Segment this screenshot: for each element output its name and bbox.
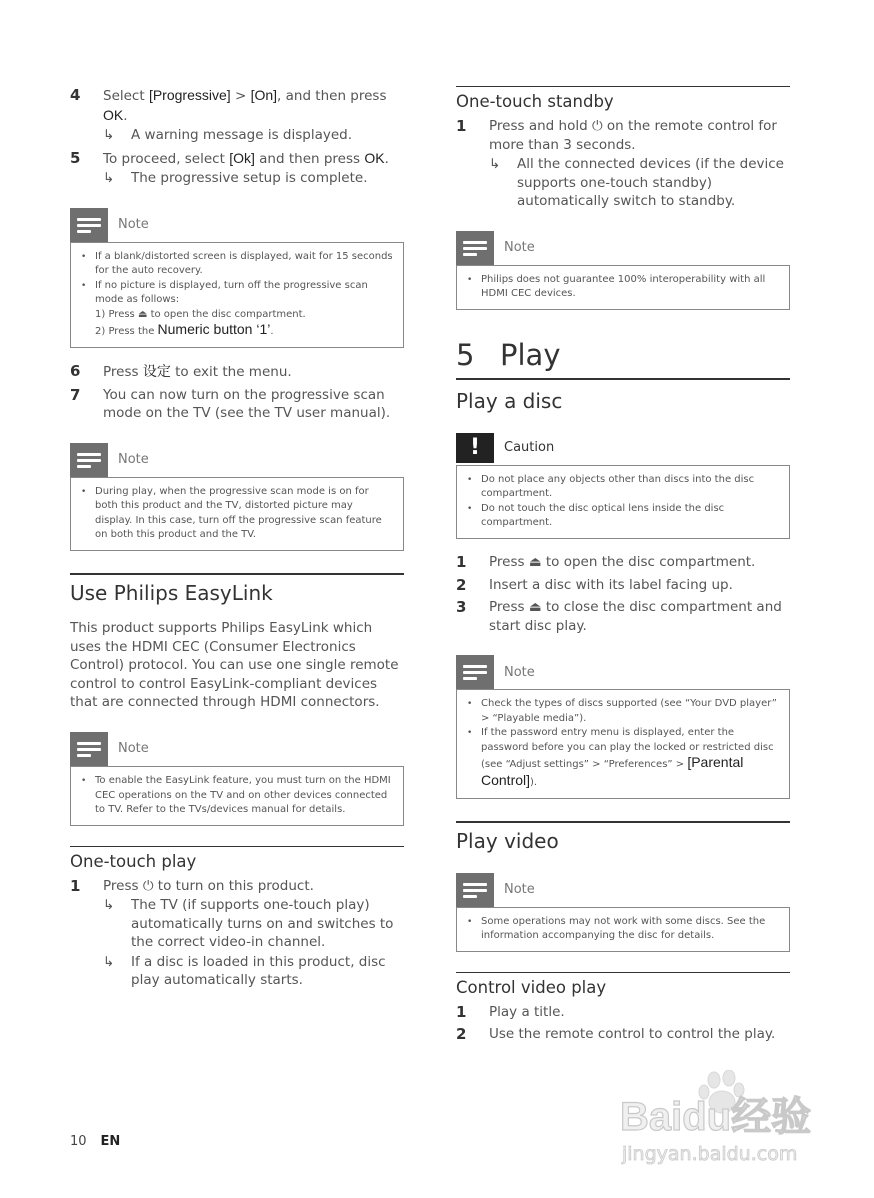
- bullet-text: [95, 485, 393, 543]
- step-number: 1: [456, 1002, 467, 1021]
- note-header: [456, 231, 790, 265]
- text-run: to turn on this product.: [153, 877, 314, 894]
- step-result: [103, 896, 404, 952]
- note-block: [456, 231, 790, 310]
- note-operations: [456, 873, 790, 952]
- step-number: 7: [70, 385, 81, 404]
- step-instruction: [489, 598, 790, 635]
- note-header: [456, 873, 790, 907]
- bullet-item: [81, 250, 393, 279]
- text-run: Press: [103, 364, 143, 381]
- note-title: Note: [118, 741, 149, 757]
- left-column: [70, 86, 404, 994]
- key-label: [On]: [250, 87, 278, 103]
- bullet-text: [95, 279, 393, 340]
- note-block: [70, 443, 404, 551]
- step-instruction: [103, 149, 404, 169]
- note-icon: [456, 655, 494, 689]
- key-label: OK: [364, 149, 385, 166]
- note-header: [70, 443, 404, 477]
- step-item: [456, 1025, 790, 1044]
- eject-icon: ⏏: [137, 308, 148, 320]
- bullet-icon: •: [467, 274, 473, 285]
- note-icon: [70, 732, 108, 766]
- step-item: [456, 117, 790, 211]
- step-text: [103, 362, 404, 382]
- text-run: to open the disc compartment.: [147, 308, 306, 320]
- note-body: [456, 907, 790, 952]
- text-run: If a blank/distorted screen is displayed, wait for 15 seconds for the auto recovery.: [95, 250, 393, 277]
- step-instruction: [489, 117, 790, 154]
- bullet-icon: •: [81, 280, 87, 291]
- text-run: to open the disc compartment.: [541, 554, 756, 571]
- step-number: 5: [70, 148, 81, 167]
- step-number: 1: [456, 553, 467, 572]
- power-icon: ⏻: [142, 877, 154, 894]
- note-header: [70, 208, 404, 242]
- text-run: .: [384, 150, 389, 167]
- step-item: [456, 1003, 790, 1022]
- bullet-item: [467, 473, 779, 502]
- note-block: [70, 208, 404, 349]
- step-text: [489, 117, 790, 211]
- step-number: 2: [456, 1025, 467, 1044]
- text-run: .: [123, 107, 128, 124]
- step-result-text: The TV (if supports one-touch play) automatically turns on and switches to the correct video-in channel.: [131, 897, 394, 951]
- section-heading-play-disc: Play a disc: [456, 388, 563, 413]
- watermark: [618, 1070, 828, 1168]
- text-run: >: [230, 88, 251, 104]
- bullet-icon: •: [467, 699, 473, 710]
- text-run: During play, when the progressive scan mode is on for both this product and the TV, distorted picture may display. In this case, turn off the progressive scan feature on both this product and the TV.: [95, 485, 382, 541]
- text-run: to exit the menu.: [170, 364, 292, 381]
- step-text: [489, 576, 790, 595]
- watermark-brand: Baidu经验: [620, 1095, 812, 1139]
- note-body: [456, 689, 790, 799]
- bullet-icon: •: [467, 916, 473, 927]
- step-instruction: [489, 553, 790, 572]
- bullet-item: [467, 502, 779, 531]
- step-text: [103, 149, 404, 188]
- text-run: Use the remote control to control the play.: [489, 1026, 776, 1043]
- note-icon: [70, 208, 108, 242]
- step-result-text: The progressive setup is complete.: [131, 170, 368, 186]
- step-instruction: [103, 877, 404, 896]
- note-title: Note: [504, 882, 535, 898]
- text-run: Insert a disc with its label facing up.: [489, 576, 733, 593]
- bullet-icon: •: [81, 486, 87, 497]
- note-title: Note: [118, 452, 149, 468]
- step-instruction: [489, 1003, 790, 1022]
- text-run: Play a title.: [489, 1003, 565, 1020]
- key-label: [Ok]: [229, 149, 255, 166]
- bullet-item: [467, 273, 779, 302]
- caution-disc: [456, 431, 790, 539]
- note-progressive-warning: [70, 443, 404, 551]
- result-arrow-icon: ↳: [103, 170, 115, 186]
- bullet-icon: •: [467, 728, 473, 739]
- key-label: 设定: [142, 363, 171, 380]
- chapter-title: Play: [500, 337, 561, 372]
- note-hdmi-cec: [456, 231, 790, 310]
- result-arrow-icon: ↳: [103, 953, 115, 970]
- text-run: Do not place any objects other than discs into the disc compartment.: [481, 473, 755, 500]
- easylink-paragraph: This product supports Philips EasyLink which uses the HDMI CEC (Consumer Electronics Control) protocol. You can use one single remote control to control EasyLink-compliant devices that are connected through HDMI connectors.: [70, 619, 399, 711]
- key-label: Numeric button ‘1’: [157, 321, 271, 338]
- step-item: [456, 598, 790, 635]
- step-text: [489, 553, 790, 572]
- step-text: [489, 1025, 790, 1044]
- text-run: to close the disc compartment and start disc play.: [489, 599, 782, 634]
- bullet-item: [81, 485, 393, 543]
- note-icon: [70, 443, 108, 477]
- text-run: To proceed, select: [103, 150, 230, 167]
- step-text: [489, 598, 790, 635]
- caution-title: Caution: [504, 440, 555, 456]
- note-body: [70, 242, 404, 349]
- note-block: [456, 655, 790, 799]
- note-disc-types: [456, 655, 790, 799]
- text-run: Press: [103, 877, 143, 894]
- key-label: [Progressive]: [148, 87, 231, 103]
- step-number: 1: [456, 117, 467, 135]
- text-run: on the remote control for more than 3 seconds.: [489, 118, 777, 153]
- step-number: 6: [70, 362, 81, 381]
- note-block: [70, 732, 404, 826]
- text-run: Check the types of discs supported (see “Your DVD player” > “Playable media”).: [481, 698, 777, 724]
- text-run: Philips does not guarantee 100% interoperability with all HDMI CEC devices.: [481, 273, 766, 300]
- text-run: Select: [103, 88, 149, 104]
- step-number: 2: [456, 575, 467, 594]
- note-title: Note: [504, 664, 535, 680]
- step-text: [489, 1003, 790, 1022]
- steps-list: [456, 553, 790, 635]
- chapter-number: 5: [456, 337, 475, 372]
- language-code: EN: [100, 1134, 121, 1149]
- step-instruction: [103, 362, 404, 382]
- key-label: OK: [103, 106, 124, 123]
- steps-list: [456, 117, 790, 211]
- bullet-item: [81, 774, 393, 818]
- bullet-text: [95, 250, 393, 279]
- power-icon: ⏻: [591, 118, 603, 134]
- step-result-text: All the connected devices (if the device supports one-touch standby) automatically switch to standby.: [517, 156, 784, 209]
- section-heading-play-video: Play video: [456, 821, 790, 853]
- step-item: [456, 553, 790, 572]
- step-number: 4: [70, 86, 81, 104]
- step-item: [456, 576, 790, 595]
- step-item: [70, 386, 404, 423]
- note-body: [70, 766, 404, 826]
- bullet-text: [481, 273, 779, 302]
- step-instruction: [489, 1025, 790, 1044]
- bullet-text: [481, 726, 779, 790]
- text-run: Press: [489, 554, 529, 571]
- bullet-item: [467, 915, 779, 944]
- steps-list: [70, 86, 404, 188]
- text-run: and then press: [254, 150, 365, 167]
- note-header: [456, 655, 790, 689]
- text-run: Some operations may not work with some discs. See the information accompanying the disc for details.: [481, 915, 766, 942]
- bullet-icon: •: [81, 251, 87, 262]
- result-arrow-icon: ↳: [103, 127, 115, 143]
- key-label: [Parental Control]: [481, 754, 744, 789]
- step-instruction: [103, 86, 404, 125]
- note-title: Note: [504, 240, 535, 255]
- eject-icon: ⏏: [528, 554, 542, 571]
- caution-body: [456, 465, 790, 539]
- text-run: If no picture is displayed, turn off the progressive scan mode as follows:: [95, 279, 368, 306]
- subheading-one-touch-standby: One-touch standby: [456, 86, 790, 111]
- bullet-text: [481, 697, 779, 726]
- text-run: Do not touch the disc optical lens inside the disc compartment.: [481, 502, 725, 529]
- bullet-icon: •: [467, 503, 473, 514]
- eject-icon: ⏏: [528, 599, 542, 616]
- bullet-text: [481, 502, 779, 531]
- chapter-heading: [456, 338, 790, 380]
- note-icon: [456, 231, 494, 265]
- bullet-text: [481, 915, 779, 944]
- section-heading-easylink: Use Philips EasyLink: [70, 573, 404, 605]
- caution-header: [456, 431, 790, 465]
- text-run: To enable the EasyLink feature, you must turn on the HDMI CEC operations on the TV and on other devices connected to TV. Refer to the TVs/devices manual for details.: [95, 774, 391, 816]
- text-run: Press: [489, 599, 529, 616]
- step-item: [70, 86, 404, 145]
- text-run: Press and hold: [489, 118, 592, 134]
- subheading-one-touch-play: One-touch play: [70, 846, 404, 871]
- note-block: [456, 873, 790, 952]
- bullet-icon: •: [81, 775, 87, 786]
- step-text: [103, 86, 404, 145]
- text-run: If the password entry menu is displayed, enter the password before you can play the locked or restricted disc (see “Adjust settings” > “Preferences” >: [481, 727, 774, 771]
- result-arrow-icon: ↳: [489, 156, 501, 172]
- step-item: [70, 149, 404, 188]
- step-item: [70, 877, 404, 990]
- bullet-item: [81, 279, 393, 340]
- note-icon: [456, 873, 494, 907]
- step-number: 3: [456, 598, 467, 617]
- caution-icon: !: [456, 433, 494, 463]
- step-result: [103, 953, 404, 990]
- bullet-icon: •: [467, 474, 473, 485]
- note-header: [70, 732, 404, 766]
- note-progressive: [70, 208, 404, 349]
- watermark-url: jingyan.baidu.com: [622, 1143, 798, 1165]
- note-body: [456, 265, 790, 310]
- right-column: [456, 86, 790, 1048]
- bullet-text: [95, 774, 393, 818]
- step-result-text: If a disc is loaded in this product, disc play automatically starts.: [131, 953, 386, 989]
- text-run: ).: [530, 777, 538, 789]
- note-body: [70, 477, 404, 551]
- bullet-text: [481, 473, 779, 502]
- steps-list: [70, 877, 404, 990]
- step-text: [103, 386, 404, 423]
- step-result-text: A warning message is displayed.: [131, 127, 353, 143]
- page-number: 10: [70, 1134, 87, 1149]
- step-result: [103, 126, 404, 145]
- step-result: [489, 155, 790, 211]
- subheading-control-video-play: Control video play: [456, 972, 790, 997]
- steps-list: [456, 1003, 790, 1044]
- text-run: , and then press: [277, 88, 387, 104]
- steps-list: [70, 362, 404, 423]
- bullet-item: [467, 726, 779, 790]
- text-run: 2) Press the: [95, 326, 158, 338]
- page-footer: [70, 1134, 120, 1149]
- step-result: [103, 169, 404, 188]
- step-instruction: [489, 576, 790, 595]
- result-arrow-icon: ↳: [103, 897, 115, 914]
- step-instruction: [103, 386, 404, 423]
- note-easylink: [70, 732, 404, 826]
- caution-block: [456, 431, 790, 539]
- text-run: 1) Press: [95, 308, 138, 320]
- step-number: 1: [70, 876, 81, 895]
- text-run: You can now turn on the progressive scan mode on the TV (see the TV user manual).: [103, 386, 391, 422]
- step-text: [103, 877, 404, 990]
- bullet-item: [467, 697, 779, 726]
- step-item: [70, 362, 404, 382]
- note-title: Note: [118, 217, 149, 232]
- text-run: .: [270, 326, 274, 338]
